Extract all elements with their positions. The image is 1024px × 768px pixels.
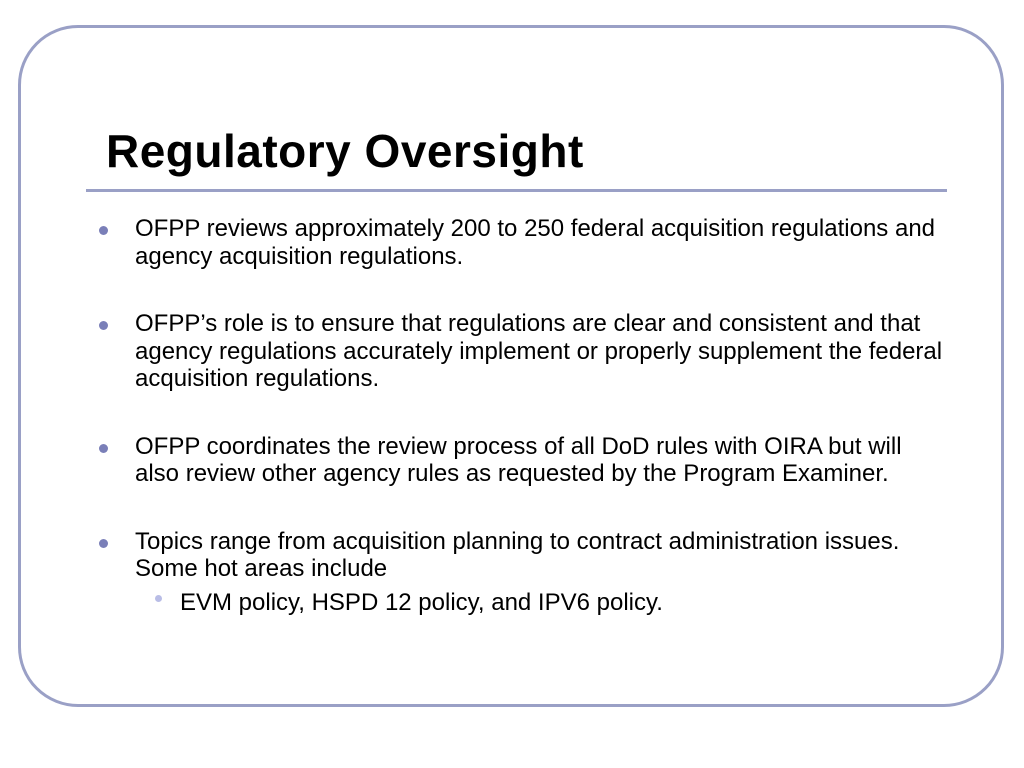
bullet-item [96, 528, 946, 617]
sub-bullet-list [135, 589, 946, 617]
bullet-dot-icon [99, 539, 108, 548]
bullet-text: Topics range from acquisition planning to contract administration issues. Some hot areas include [135, 527, 900, 582]
bullet-dot-icon [99, 444, 108, 453]
sub-bullet-item [135, 589, 946, 617]
bullet-text: OFPP reviews approximately 200 to 250 federal acquisition regulations and agency acquisition regulations. [135, 215, 936, 270]
sub-bullet-text: EVM policy, HSPD 12 policy, and IPV6 policy. [180, 588, 663, 616]
slide-title: Regulatory Oversight [106, 125, 584, 177]
title-divider [86, 189, 947, 192]
bullet-dot-icon [99, 226, 108, 235]
bullet-item [96, 215, 946, 270]
bullet-text: OFPP coordinates the review process of all DoD rules with OIRA but will also review other agency rules as requested by the Program Examiner. [135, 432, 902, 487]
bullet-item [96, 433, 946, 488]
bullet-dot-icon [99, 321, 108, 330]
bullet-item [96, 310, 946, 393]
bullet-list [96, 215, 946, 656]
sub-bullet-dot-icon [155, 595, 162, 602]
bullet-text: OFPP’s role is to ensure that regulations are clear and consistent and that agency regulations accurately implement or properly supplement the federal acquisition regulations. [135, 310, 943, 392]
